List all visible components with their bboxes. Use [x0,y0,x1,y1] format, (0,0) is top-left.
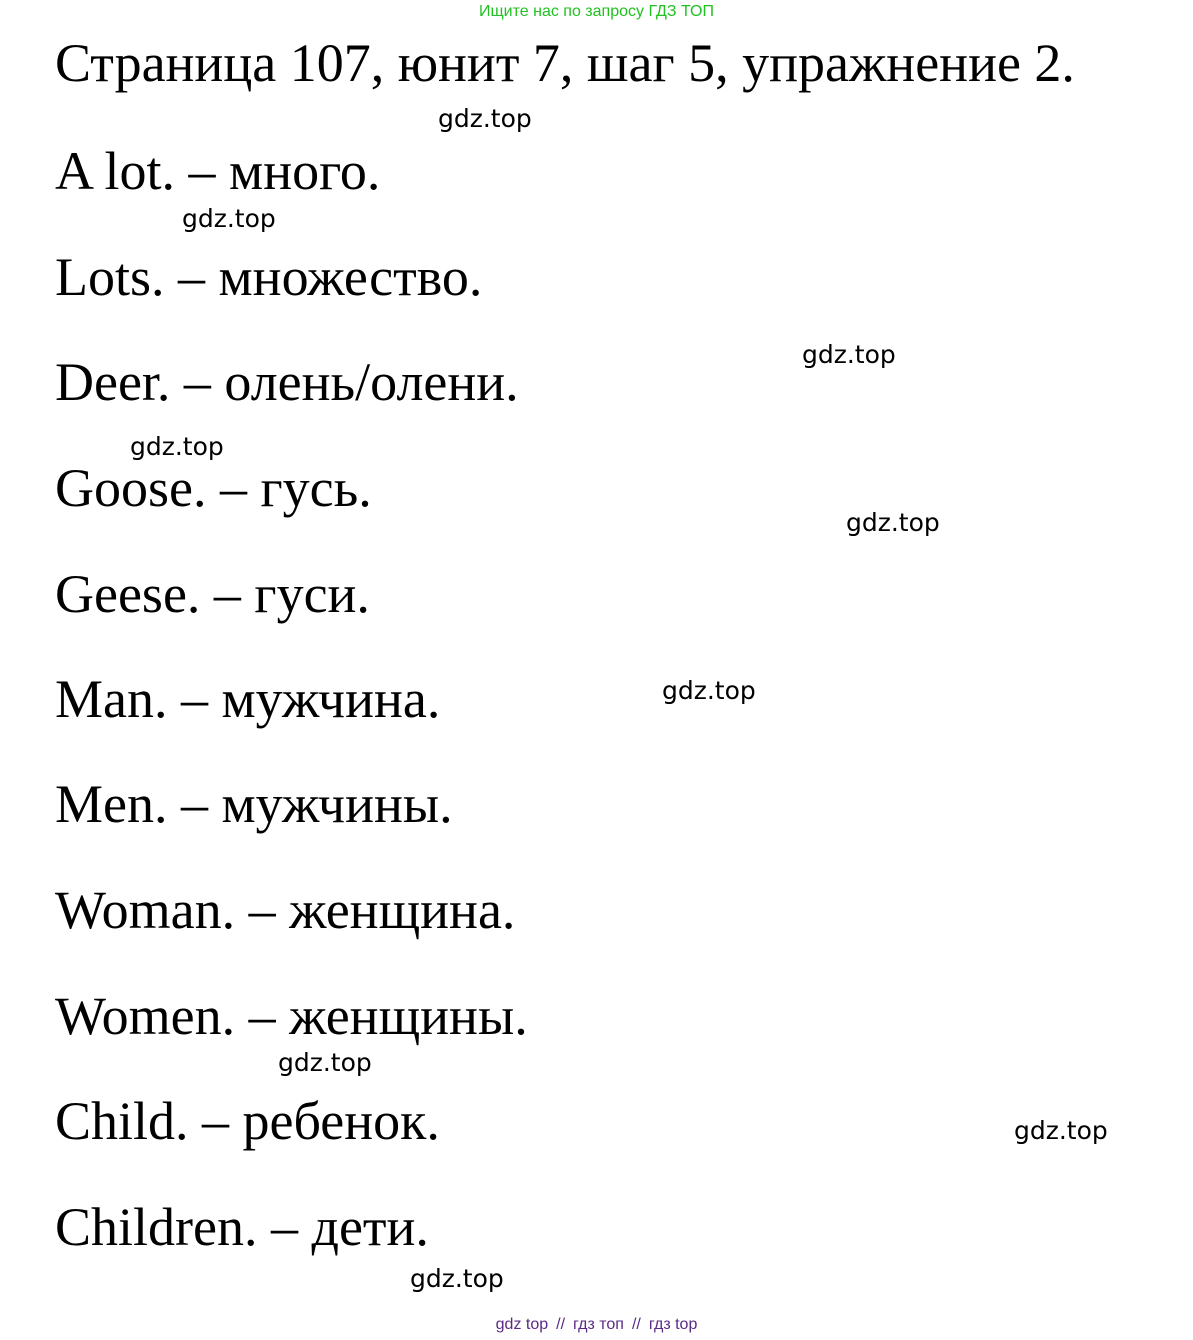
footer-link-gdz-top-mixed[interactable]: гдз top [648,1316,698,1333]
watermark: gdz.top [802,340,896,369]
page-title: Страница 107, юнит 7, шаг 5, упражнение 2. [55,33,1075,93]
entry-child: Child. – ребенок. [55,1091,440,1151]
entry-goose: Goose. – гусь. [55,458,372,518]
footer-separator: // [556,1316,566,1333]
watermark: gdz.top [438,104,532,133]
watermark: gdz.top [182,204,276,233]
entry-men: Men. – мужчины. [55,774,453,834]
footer-link-gdz-top-ru[interactable]: гдз топ [573,1316,624,1333]
footer-separator: // [631,1316,641,1333]
footer-link-gdz-top[interactable]: gdz top [495,1316,549,1333]
watermark: gdz.top [410,1264,504,1293]
entry-children: Children. – дети. [55,1197,429,1257]
entry-a-lot: A lot. – много. [55,141,381,201]
watermark: gdz.top [130,432,224,461]
entry-woman: Woman. – женщина. [55,880,516,940]
footer [0,1314,1193,1336]
entry-women: Women. – женщины. [55,986,528,1046]
watermark: gdz.top [846,508,940,537]
entry-lots: Lots. – множество. [55,247,483,307]
watermark: gdz.top [1014,1116,1108,1145]
entry-geese: Geese. – гуси. [55,564,370,624]
watermark: gdz.top [662,676,756,705]
watermark: gdz.top [278,1048,372,1077]
entry-man: Man. – мужчина. [55,669,441,729]
top-banner: Ищите нас по запросу ГДЗ ТОП [479,3,714,20]
entry-deer: Deer. – олень/олени. [55,352,519,412]
